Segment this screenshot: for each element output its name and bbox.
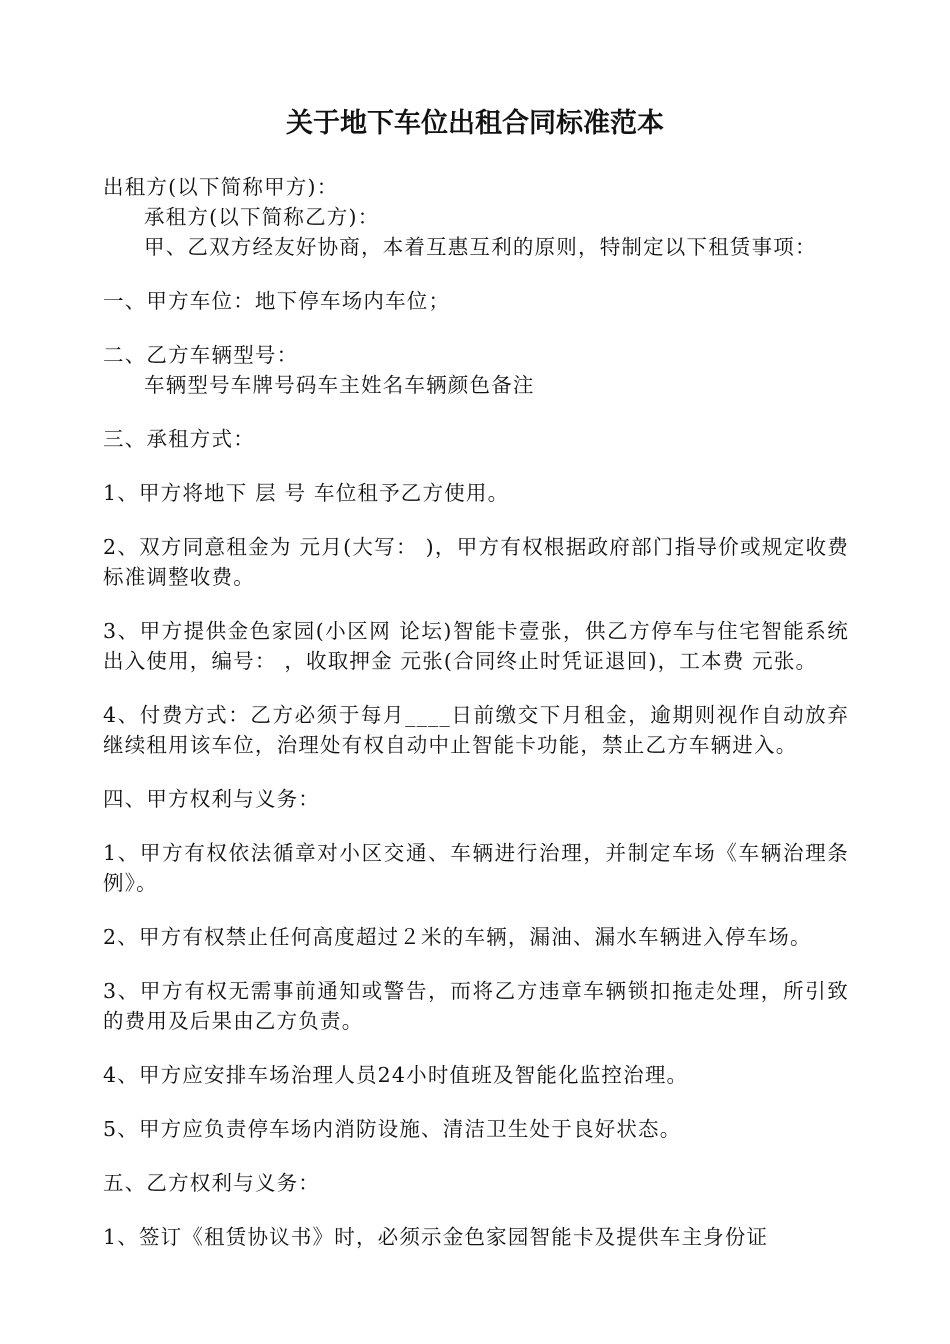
section-3-heading: 三、承租方式：	[103, 427, 255, 451]
lessor-line: 出租方(以下简称甲方)：	[103, 175, 339, 199]
clause-4-5: 5、甲方应负责停车场内消防设施、清洁卫生处于良好状态。	[103, 1117, 682, 1141]
section-1-heading: 一、甲方车位：地下停车场内车位；	[103, 289, 451, 313]
paragraph-gap	[103, 316, 849, 340]
paragraph-gap	[103, 952, 849, 976]
clause-3-3: 3、甲方提供金色家园(小区网 论坛)智能卡壹张，供乙方停车与住宅智能系统出入使用，编号： ，收取押金 元张(合同终止时凭证退回)，工本费 元张。	[103, 619, 849, 673]
document-body	[103, 172, 849, 1252]
vehicle-fields-line: 车辆型号车牌号码车主姓名车辆颜色备注	[144, 373, 535, 397]
paragraph-gap	[103, 262, 849, 286]
paragraph-gap	[103, 676, 849, 700]
clause-5-1: 1、签订《租赁协议书》时，必须示金色家园智能卡及提供车主身份证	[103, 1225, 769, 1249]
section-4-heading: 四、甲方权利与义务：	[103, 787, 320, 811]
paragraph-gap	[103, 1036, 849, 1060]
clause-3-4: 4、付费方式：乙方必须于每月____日前缴交下月租金，逾期则视作自动放弃继续租用该车位，治理处有权自动中止智能卡功能，禁止乙方车辆进入。	[103, 703, 849, 757]
paragraph-gap	[103, 898, 849, 922]
clause-3-2: 2、双方同意租金为 元月(大写： )，甲方有权根据政府部门指导价或规定收费标准调整收费。	[103, 535, 849, 589]
paragraph-gap	[103, 1198, 849, 1222]
section-5-heading: 五、乙方权利与义务：	[103, 1171, 320, 1195]
clause-4-3: 3、甲方有权无需事前通知或警告，而将乙方违章车辆锁扣拖走处理，所引致的费用及后果由乙方负责。	[103, 979, 849, 1033]
clause-3-1: 1、甲方将地下 层 号 车位租予乙方使用。	[103, 481, 510, 505]
clause-4-2: 2、甲方有权禁止任何高度超过２米的车辆，漏油、漏水车辆进入停车场。	[103, 925, 812, 949]
paragraph-gap	[103, 400, 849, 424]
lessee-line: 承租方(以下简称乙方)：	[144, 205, 380, 229]
paragraph-gap	[103, 592, 849, 616]
paragraph-gap	[103, 760, 849, 784]
section-2-heading: 二、乙方车辆型号：	[103, 343, 299, 367]
clause-4-1: 1、甲方有权依法循章对小区交通、车辆进行治理，并制定车场《车辆治理条例》。	[103, 841, 849, 895]
paragraph-gap	[103, 814, 849, 838]
paragraph-gap	[103, 1090, 849, 1114]
clause-4-4: 4、甲方应安排车场治理人员24小时值班及智能化监控治理。	[103, 1063, 689, 1087]
document-title: 关于地下车位出租合同标准范本	[286, 108, 664, 139]
paragraph-gap	[103, 454, 849, 478]
intro-paragraph: 甲、乙双方经友好协商，本着互惠互利的原则，特制定以下租赁事项：	[144, 235, 817, 259]
paragraph-gap	[103, 508, 849, 532]
paragraph-gap	[103, 1144, 849, 1168]
